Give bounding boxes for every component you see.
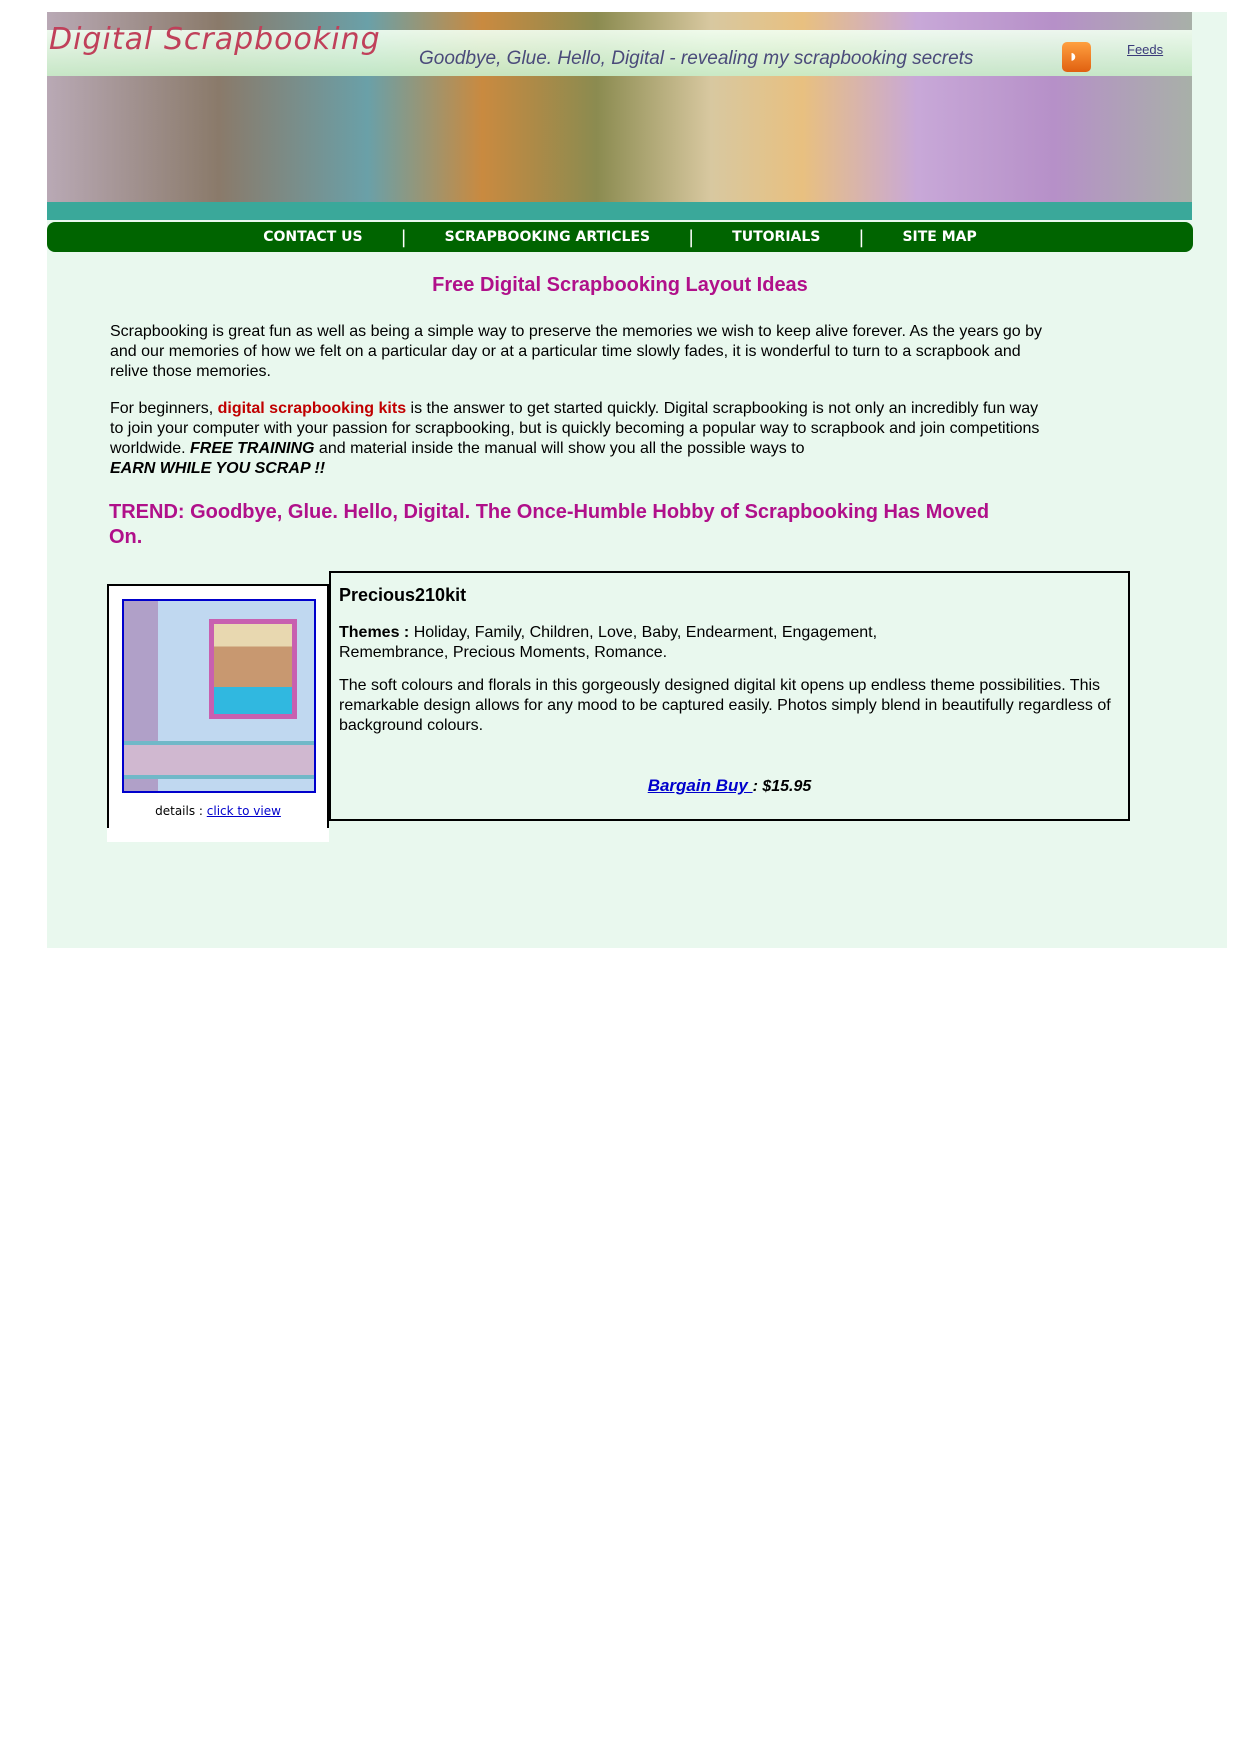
bargain-buy-link[interactable]: Bargain Buy [647, 776, 753, 795]
page-title: Free Digital Scrapbooking Layout Ideas [432, 274, 808, 296]
earn-text: EARN WHILE YOU SCRAP !! [110, 460, 326, 477]
site-logo[interactable]: Digital Scrapbooking [49, 22, 381, 57]
main-nav [47, 222, 1193, 252]
trend-heading: TREND: Goodbye, Glue. Hello, Digital. The Once-Humble Hobby of Scrapbooking Has Moved On. [109, 501, 990, 548]
click-to-view-link[interactable]: click to view [206, 804, 281, 818]
nav-site-map[interactable]: SITE MAP [902, 229, 977, 245]
header-banner [47, 12, 1192, 220]
price: : $15.95 [752, 778, 812, 795]
intro-paragraph: Scrapbooking is great fun as well as being a simple way to preserve the memories we wish to keep alive forever. As the years go by and our memories of how we felt on a particular day or at a particular time slowly fades, it is wonderful to turn to a scrapbook and relive those memories. [110, 323, 1043, 380]
product-description: The soft colours and florals in this gorgeously designed digital kit opens up endless theme possibilities. This remarkable design allows for any mood to be captured easily. Photos simply blend in beautifully regardless of background colours. [339, 677, 1111, 734]
nav-tutorials[interactable]: TUTORIALS [732, 229, 821, 245]
nav-scrapbooking-articles[interactable]: SCRAPBOOKING ARTICLES [444, 229, 651, 245]
beginners-paragraph [110, 399, 1050, 479]
product-name: Precious210kit [339, 585, 467, 605]
nav-separator: | [400, 226, 407, 248]
tagline: Goodbye, Glue. Hello, Digital - revealing my scrapbooking secrets [419, 48, 974, 69]
details-label: details : [155, 804, 207, 818]
nav-separator: | [858, 226, 865, 248]
details-row [109, 804, 327, 818]
text: and material inside the manual will show you all the possible ways to [314, 440, 805, 457]
buy-row [331, 776, 1128, 796]
text: is the answer to get started quickly. Digital scrapbooking is not only an incredibly fun way to join your computer with your passion for scrapbooking, but is quickly becoming a popular way to scrapbook and join competitions worldwide. [110, 400, 1040, 457]
nav-separator: | [688, 226, 695, 248]
free-training: FREE TRAINING [190, 440, 315, 457]
nav-contact-us[interactable]: CONTACT US [263, 229, 363, 245]
themes-label: Themes : [339, 624, 410, 641]
product-thumbnail-card [107, 584, 329, 830]
page [47, 12, 1227, 948]
product-themes [339, 623, 919, 663]
themes-value: Holiday, Family, Children, Love, Baby, Endearment, Engagement, Remembrance, Precious Moments, Romance. [339, 624, 878, 661]
product-image[interactable] [122, 599, 316, 793]
kits-link[interactable]: digital scrapbooking kits [217, 400, 407, 417]
feeds-link[interactable]: Feeds [1127, 42, 1164, 57]
product-box [329, 571, 1130, 821]
text: For beginners, [110, 400, 218, 417]
rss-icon[interactable]: ◗ [1062, 42, 1091, 72]
